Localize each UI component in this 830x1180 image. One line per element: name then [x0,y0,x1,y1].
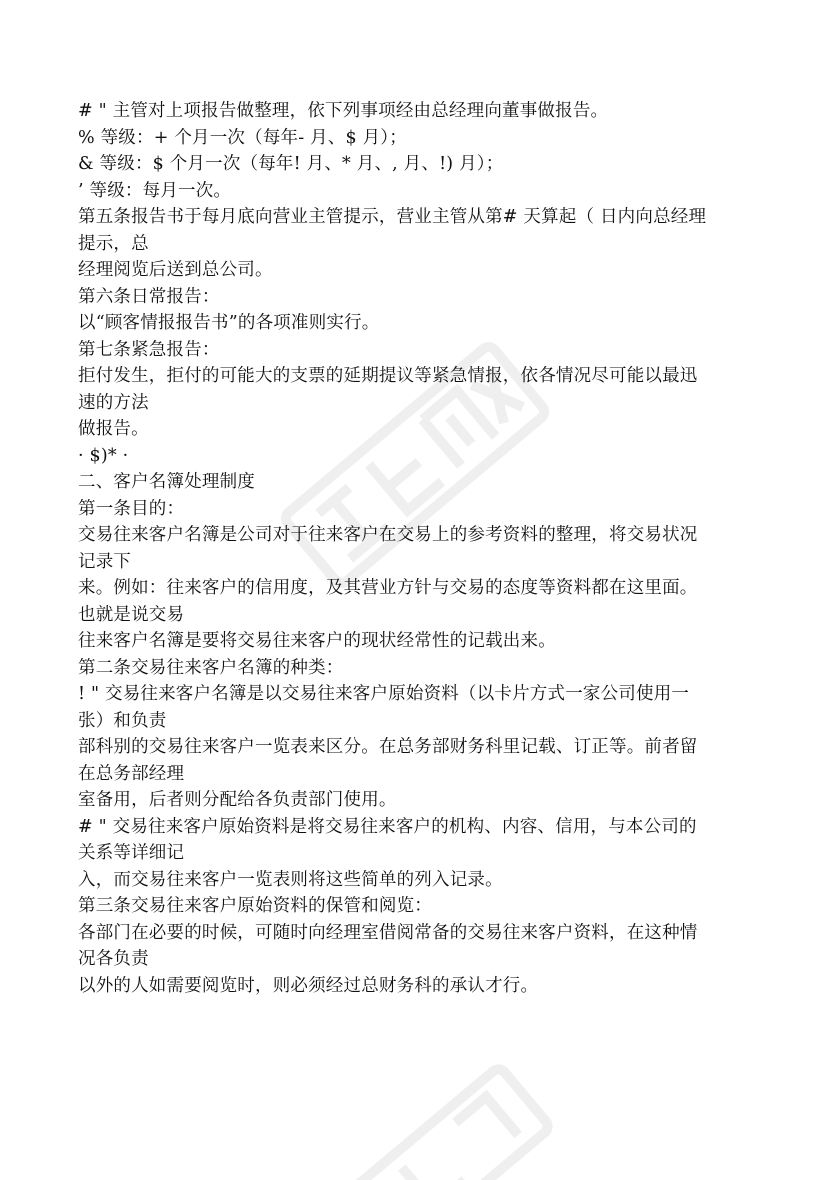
text-line: 以“顾客情报报告书”的各项准则实行。 [78,313,380,333]
text-line: 张）和负责 [78,710,167,731]
text-line: 关系等详细记 [78,843,185,863]
document-body [78,98,758,999]
text-line: 提示，总 [78,233,149,254]
text-line: 交易往来客户名簿是公司对于往来客户在交易上的参考资料的整理，将交易状况 [78,525,698,545]
text-line: 在总务部经理 [78,763,185,784]
text-line: # " 交易往来客户原始资料是将交易往来客户的机构、内容、信用，与本公司的 [78,816,697,837]
text-line: 以外的人如需要阅览时，则必须经过总财务科的承认才行。 [78,975,539,996]
text-line: 也就是说交易 [78,604,185,625]
text-line: 往来客户名簿是要将交易往来客户的现状经常性的记载出来。 [78,631,556,651]
text-line: ’ 等级：每月一次。 [78,180,232,201]
section-heading: 第三条交易往来客户原始资料的保管和阅览： [78,896,432,916]
section-heading: 第六条日常报告： [78,286,220,307]
text-line: 部科别的交易往来客户一览表来区分。在总务部财务科里记载、订正等。前者留 [78,737,698,757]
text-line: 记录下 [78,551,132,572]
text-line: 做报告。 [78,419,149,439]
text-line: # " 主管对上项报告做整理，依下列事项经由总经理向董事做报告。 [78,101,609,121]
text-line: 室备用，后者则分配给各负责部门使用。 [78,790,397,810]
text-line: 各部门在必要的时候，可随时向经理室借阅常备的交易往来客户资料，在这种情 [78,922,698,943]
text-line: 经理阅览后送到总公司。 [78,260,273,280]
section-heading: 第一条目的： [78,498,185,519]
chapter-heading: 二、客户名簿处理制度 [78,472,255,492]
text-line: & 等级：$ 个月一次（每年! 月、* 月、, 月、!) 月）； [78,154,504,174]
text-line: 入，而交易往来客户一览表则将这些简单的列入记录。 [78,869,503,890]
text-line: 第五条报告书于每月底向营业主管提示，营业主管从第# 天算起（ 日内向总经理 [78,207,707,227]
text-line: 来。例如：往来客户的信用度，及其营业方针与交易的态度等资料都在这里面。 [78,578,698,598]
text-line: ! " 交易往来客户名簿是以交易往来客户原始资料（以卡片方式一家公司使用一 [78,684,690,704]
watermark-logo-bottom [300,1040,560,1180]
page-marker: · $)* · [78,445,129,466]
text-line: 拒付发生，拒付的可能大的支票的延期提议等紧急情报，依各情况尽可能以最迅 [78,366,698,386]
section-heading: 第二条交易往来客户名簿的种类： [78,657,344,678]
text-line: 速的方法 [78,392,149,413]
text-line: 况各负责 [78,949,149,969]
section-heading: 第七条紧急报告： [78,339,220,360]
text-line: % 等级：+ 个月一次（每年- 月、$ 月）； [78,127,407,148]
